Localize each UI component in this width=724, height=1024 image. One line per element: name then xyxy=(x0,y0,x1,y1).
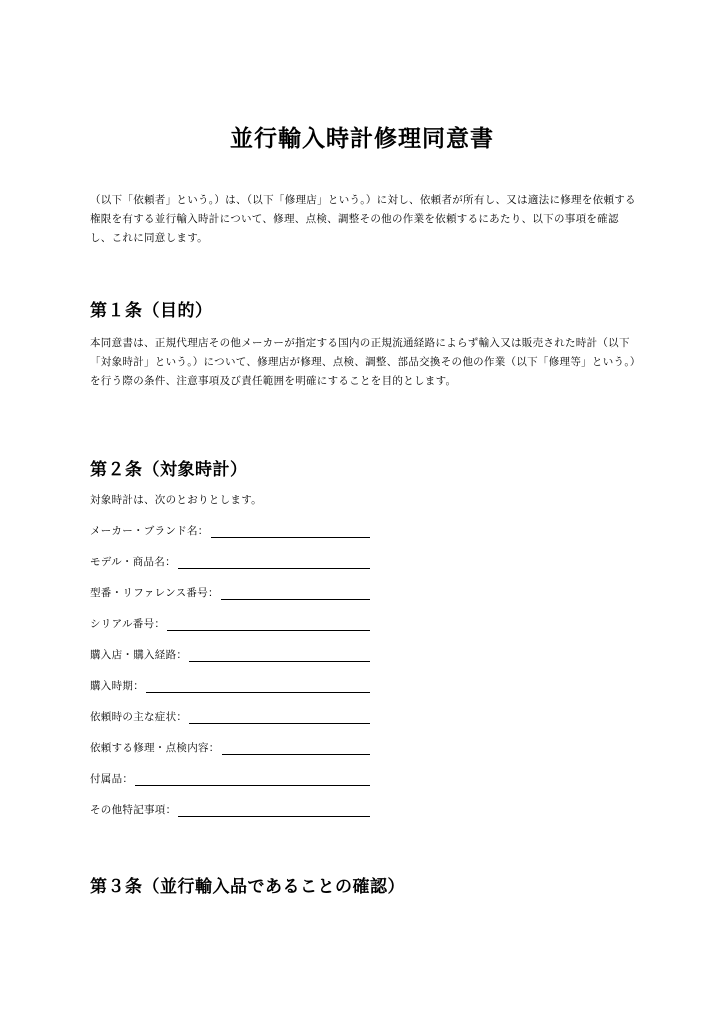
field-accessories[interactable] xyxy=(90,770,370,786)
field-label: 依頼時の主な症状： xyxy=(90,711,188,723)
article-3-heading: 第３条（並行輸入品であることの確認） xyxy=(90,877,405,897)
field-label: モデル・商品名： xyxy=(90,556,176,568)
field-label: 購入店・購入経路： xyxy=(90,649,188,661)
blank-line[interactable] xyxy=(189,711,370,724)
blank-line[interactable] xyxy=(135,773,370,786)
field-model-name[interactable] xyxy=(90,553,370,569)
field-label: 付属品： xyxy=(90,773,134,785)
field-symptoms[interactable] xyxy=(90,708,370,724)
article-2-heading: 第２条（対象時計） xyxy=(90,460,248,480)
blank-line[interactable] xyxy=(146,680,370,693)
blank-line[interactable] xyxy=(178,556,370,569)
blank-line[interactable] xyxy=(221,587,370,600)
field-serial-number[interactable] xyxy=(90,615,370,631)
preamble-text: （以下「依頼者」という。）は、（以下「修理店」という。）に対し、依頼者が所有し、又は適法に修理を依頼する権限を有する並行輸入時計について、修理、点検、調整その他の作業を依頼するにあたり、以下の事項を確認し、これに同意します。 xyxy=(90,194,636,244)
field-maker-brand[interactable] xyxy=(90,522,370,538)
field-reference-number[interactable] xyxy=(90,584,370,600)
field-label: 依頼する修理・点検内容： xyxy=(90,742,220,754)
field-other-notes[interactable] xyxy=(90,801,370,817)
field-label: メーカー・ブランド名： xyxy=(90,525,209,537)
field-purchase-date[interactable] xyxy=(90,677,370,693)
article-1-body: 本同意書は、正規代理店その他メーカーが指定する国内の正規流通経路によらず輸入又は販売された時計（以下「対象時計」という。）について、修理店が修理、点検、調整、部品交換その他の作業（以下「修理等」という。）を行う際の条件、注意事項及び責任範囲を明確にすることを目的とします。 xyxy=(90,337,636,387)
blank-line[interactable] xyxy=(222,742,370,755)
article-1-heading: 第１条（目的） xyxy=(90,301,213,321)
field-label: 購入時期： xyxy=(90,680,144,692)
field-label: その他特記事項： xyxy=(90,804,177,816)
field-label: シリアル番号： xyxy=(90,618,166,630)
blank-line[interactable] xyxy=(211,525,370,538)
blank-line[interactable] xyxy=(189,649,370,662)
field-repair-request[interactable] xyxy=(90,739,370,755)
blank-line[interactable] xyxy=(167,618,370,631)
document-title: 並行輸入時計修理同意書 xyxy=(230,126,494,152)
blank-line[interactable] xyxy=(178,804,370,817)
field-purchase-store[interactable] xyxy=(90,646,370,662)
field-label: 型番・リファレンス番号： xyxy=(90,587,219,599)
article-2-intro: 対象時計は、次のとおりとします。 xyxy=(90,494,262,506)
